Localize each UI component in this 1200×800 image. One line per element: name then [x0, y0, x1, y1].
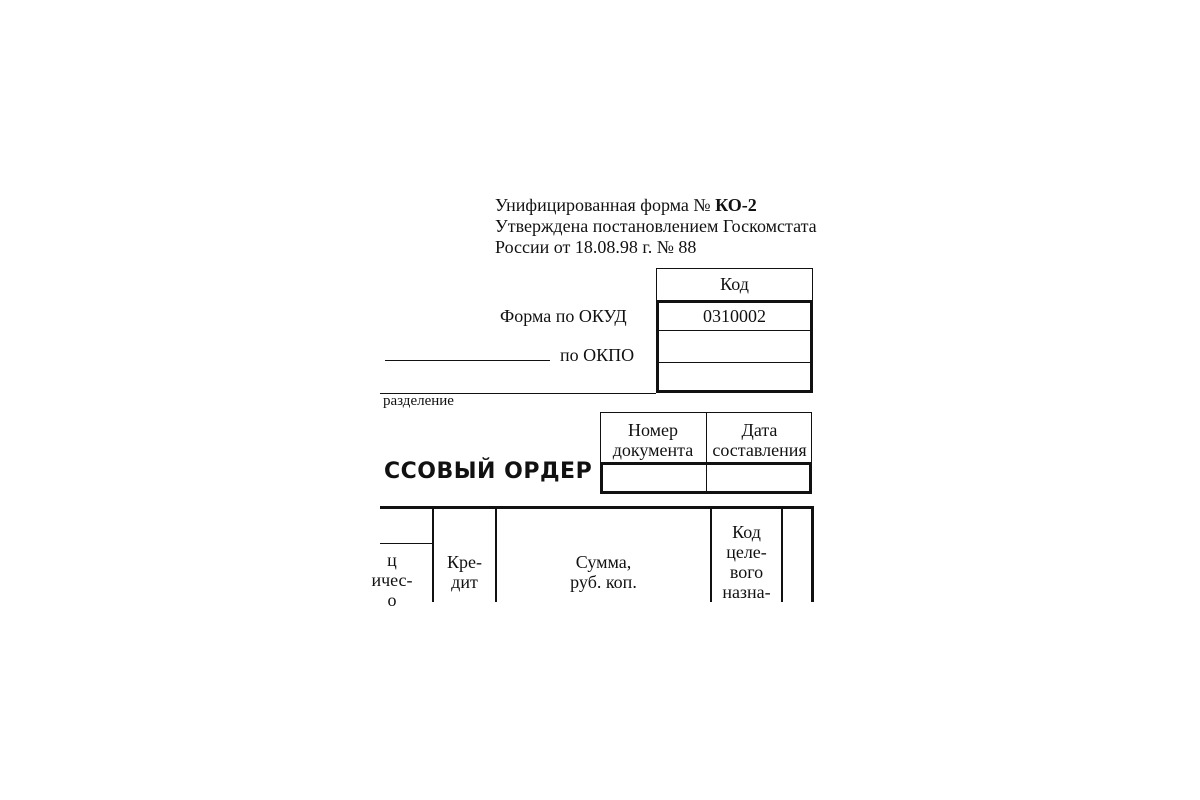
doc-number-header: Номер документа: [612, 420, 694, 460]
table-top-border: [380, 506, 813, 509]
table-header-left: ц ичес- о: [371, 550, 413, 610]
table-header-credit: Кре- дит: [447, 552, 482, 592]
table-header-sum: Сумма, руб. коп.: [570, 552, 637, 592]
code-header-label: Код: [720, 274, 749, 294]
okpo-label: по ОКПО: [560, 345, 635, 365]
approval-text: Утверждена постановлением Госкомстата: [495, 216, 817, 236]
organization-line: [385, 360, 550, 361]
approval-date-text: России от 18.08.98 г. № 88: [495, 237, 697, 257]
document-page: [371, 192, 820, 610]
okud-value: 0310002: [703, 306, 766, 326]
document-title: ССОВЫЙ ОРДЕР: [384, 459, 593, 484]
okud-label: Форма по ОКУД: [500, 306, 627, 326]
doc-values-box: [600, 462, 812, 494]
subdivision-label: разделение: [383, 393, 454, 409]
form-code: КО-2: [715, 195, 757, 215]
table-header-purpose-code: Код целе- вого назна-: [722, 522, 771, 602]
doc-date-header: Дата составления: [712, 420, 807, 460]
unified-form-text: Унифицированная форма №: [495, 195, 711, 215]
form-unified-caption: [495, 195, 757, 216]
